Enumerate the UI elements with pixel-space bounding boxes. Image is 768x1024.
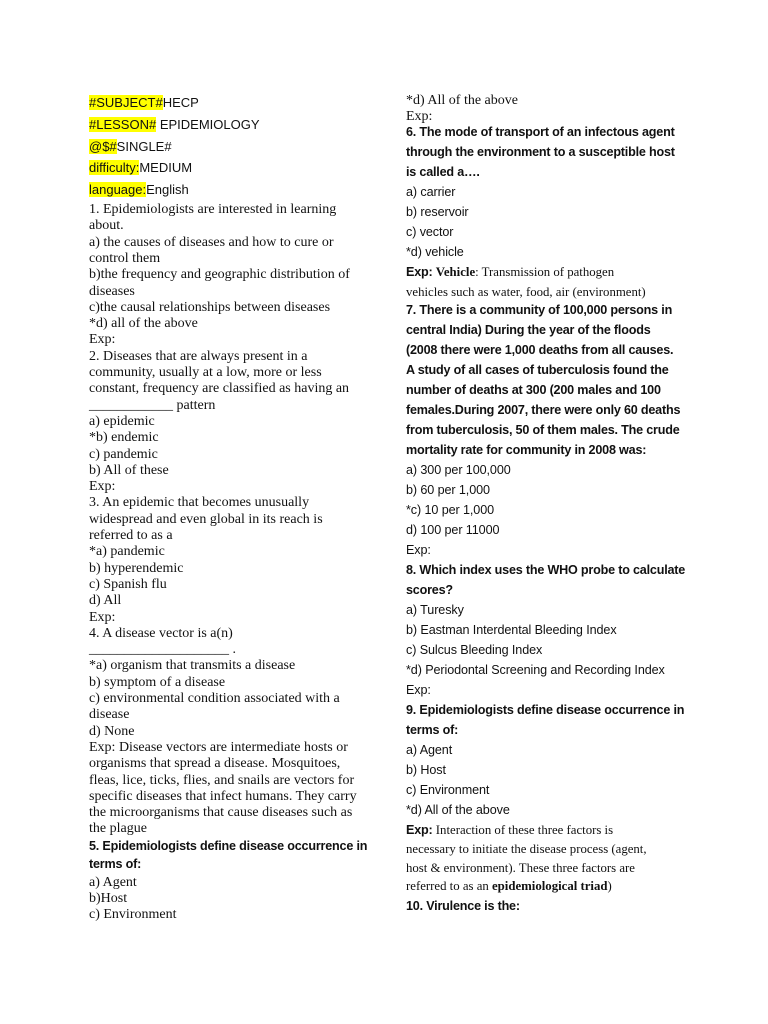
text-line: a) epidemic [89, 413, 155, 429]
text-line: referred to as a [89, 528, 173, 543]
text-line: the plague [89, 821, 147, 837]
text-line: control them [89, 250, 161, 266]
text-line: a) the causes of diseases and how to cure or [89, 234, 334, 250]
text-line: b) symptom of a disease [89, 674, 226, 690]
meta-key: difficulty: [89, 160, 140, 175]
text-line: Exp: [89, 479, 116, 495]
meta-line [89, 182, 189, 197]
text-line: disease [89, 707, 130, 723]
text-line: *d) All of the above [406, 93, 518, 108]
exp-text: Interaction of these three factors is [435, 823, 614, 837]
text-line: Exp: [89, 609, 116, 625]
option-line: a) Agent [406, 743, 453, 757]
text-line: Exp: [89, 332, 116, 348]
question-line: 5. Epidemiologists define disease occurrence in [89, 839, 368, 853]
explanation-line [406, 823, 613, 838]
option-line: b)Host [89, 891, 128, 906]
meta-line [89, 117, 260, 132]
exp-text: : Transmission of pathogen [475, 265, 615, 279]
question-line: terms of: [89, 856, 142, 871]
option-line: b) Host [406, 763, 446, 777]
option-line: c) Sulcus Bleeding Index [406, 643, 543, 657]
question-line: through the environment to a susceptible host [406, 145, 675, 159]
text-line: 1. Epidemiologists are interested in learning [89, 202, 337, 217]
question-line: from tuberculosis, 50 of them males. The crude [406, 423, 680, 437]
question-line: 10. Virulence is the: [406, 899, 520, 913]
exp-keyword: epidemiological triad [491, 879, 608, 893]
question-line: is called a…. [406, 165, 480, 179]
option-line: *d) Periodontal Screening and Recording Index [406, 663, 665, 677]
explanation-line [406, 265, 614, 280]
text-line: d) All [89, 593, 122, 609]
meta-line [89, 139, 172, 154]
question-line: number of deaths at 300 (200 males and 100 [406, 383, 661, 397]
meta-value: SINGLE# [116, 139, 172, 154]
text-line: ____________________ . [89, 642, 236, 658]
question-line: (2008 there were 1,000 deaths from all causes. [406, 343, 674, 357]
option-line: b) reservoir [406, 205, 469, 219]
text-line: b)the frequency and geographic distribution of [89, 267, 350, 283]
question-line: 6. The mode of transport of an infectous agent [406, 125, 675, 139]
option-line: a) Agent [89, 875, 137, 890]
question-line: mortality rate for community in 2008 was: [406, 443, 647, 457]
text-line: Exp: [406, 109, 433, 124]
text-line: organisms that spread a disease. Mosquitoes, [89, 756, 341, 772]
explanation-line [406, 879, 612, 894]
text-line: diseases [89, 283, 135, 299]
explanation-line: vehicles such as water, food, air (environment) [406, 285, 646, 299]
question-line: females.During 2007, there were only 60 deaths [406, 403, 681, 417]
text-line: community, usually at a low, more or less [89, 365, 322, 380]
option-line: *d) All of the above [406, 803, 510, 817]
meta-key: #SUBJECT# [89, 95, 163, 110]
text-line: 2. Diseases that are always present in a [89, 348, 308, 364]
option-line: c) Environment [406, 783, 490, 797]
meta-value: EPIDEMIOLOGY [156, 117, 260, 132]
exp-keyword: Vehicle [435, 265, 476, 279]
exp-label: Exp: [406, 265, 436, 279]
meta-key: #LESSON# [89, 117, 157, 132]
option-line: b) Eastman Interdental Bleeding Index [406, 623, 617, 637]
option-line: *c) 10 per 1,000 [406, 503, 495, 517]
text-line: specific diseases that infect humans. They carry [89, 788, 357, 804]
exp-text: ) [607, 879, 612, 893]
meta-line [89, 160, 192, 175]
text-line: 3. An epidemic that becomes unusually [89, 495, 310, 511]
meta-value: MEDIUM [139, 160, 193, 175]
text-line: c)the causal relationships between diseases [89, 299, 331, 315]
exp-text: referred to as an [406, 879, 492, 893]
option-line: a) Turesky [406, 603, 464, 617]
question-line: central India) During the year of the floods [406, 323, 651, 337]
text-line: b) All of these [89, 462, 169, 478]
option-line: c) Environment [89, 907, 177, 922]
text-line: the microorganisms that cause diseases such as [89, 805, 353, 821]
option-line: *d) vehicle [406, 245, 464, 259]
text-line: *a) pandemic [89, 544, 165, 560]
text-line: b) hyperendemic [89, 560, 184, 576]
option-line: d) 100 per 11000 [406, 523, 500, 537]
explanation-line: necessary to initiate the disease process (agent, [406, 842, 647, 856]
text-line: *b) endemic [89, 430, 159, 446]
option-line: a) 300 per 100,000 [406, 463, 511, 477]
option-line: a) carrier [406, 185, 456, 199]
meta-key: @$# [89, 139, 117, 154]
text-line: constant, frequency are classified as having an [89, 381, 350, 397]
option-line: Exp: [406, 683, 431, 697]
text-line: fleas, lice, ticks, flies, and snails are vectors for [89, 772, 355, 788]
option-line: Exp: [406, 543, 431, 557]
question-line: A study of all cases of tuberculosis found the [406, 363, 669, 377]
question-line: terms of: [406, 723, 459, 737]
text-line: c) environmental condition associated with a [89, 691, 340, 706]
text-line: *a) organism that transmits a disease [89, 658, 296, 674]
text-line: ____________ pattern [89, 397, 216, 413]
option-line: c) vector [406, 225, 454, 239]
option-line: b) 60 per 1,000 [406, 483, 490, 497]
question-line: scores? [406, 583, 453, 597]
text-line: *d) all of the above [89, 316, 198, 332]
meta-value: English [146, 182, 189, 197]
meta-key: language: [89, 182, 147, 197]
text-line: d) None [89, 723, 135, 739]
text-line: about. [89, 218, 124, 234]
text-line: c) pandemic [89, 446, 158, 462]
exp-label: Exp: [406, 823, 436, 837]
explanation-line: host & environment). These three factors are [406, 861, 635, 875]
meta-line [89, 95, 199, 110]
question-line: 7. There is a community of 100,000 persons in [406, 303, 673, 317]
text-line: c) Spanish flu [89, 576, 167, 592]
question-line: 9. Epidemiologists define disease occurrence in [406, 703, 685, 717]
text-line: Exp: Disease vectors are intermediate hosts or [89, 739, 348, 755]
text-line: widespread and even global in its reach is [89, 511, 323, 527]
text-line: 4. A disease vector is a(n) [89, 625, 233, 641]
meta-value: HECP [162, 95, 199, 110]
question-line: 8. Which index uses the WHO probe to calculate [406, 563, 686, 577]
